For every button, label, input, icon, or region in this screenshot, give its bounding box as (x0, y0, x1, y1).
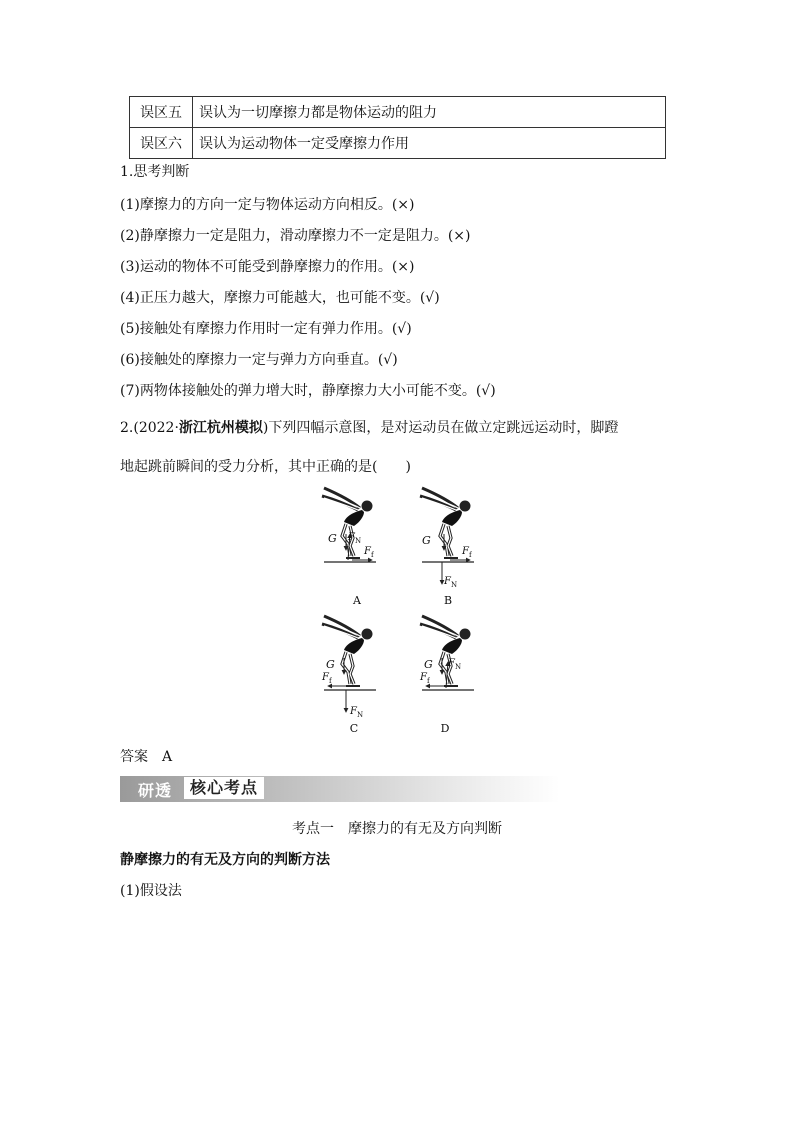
gravity-label: G (328, 532, 337, 545)
table-row (130, 97, 666, 128)
figure-label: B (443, 594, 453, 607)
banner-right-text: 核心考点 (184, 777, 264, 799)
normal-force-label: $F_N$ (444, 576, 458, 589)
misconception-text: 误认为运动物体一定受摩擦力作用 (193, 128, 666, 159)
friction-force-label: $F_f$ (364, 546, 374, 559)
force-diagram-d (418, 614, 478, 735)
misconception-table (129, 96, 666, 159)
judgment-item: (3)运动的物体不可能受到静摩擦力的作用。(×) (120, 259, 415, 275)
judgment-item: (2)静摩擦力一定是阻力，滑动摩擦力不一定是阻力。(×) (120, 228, 471, 244)
gravity-label: G (424, 658, 433, 671)
question-2-line-2: 地起跳前瞬间的受力分析，其中正确的是( ) (120, 459, 411, 475)
method-item: (1)假设法 (120, 883, 182, 899)
answer: 答案 A (120, 749, 173, 765)
figure-label: C (349, 722, 359, 735)
force-diagram-a (320, 486, 380, 607)
friction-force-label: $F_f$ (322, 672, 332, 685)
judgment-item: (4)正压力越大，摩擦力可能越大，也可能不变。(√) (120, 290, 440, 306)
normal-force-label: $F_N$ (348, 532, 362, 545)
judgment-item: (7)两物体接触处的弹力增大时，静摩擦力大小可能不变。(√) (120, 383, 496, 399)
normal-force-label: $F_N$ (350, 706, 364, 719)
method-title: 静摩擦力的有无及方向的判断方法 (120, 852, 330, 868)
misconception-key: 误区六 (130, 128, 193, 159)
misconception-key: 误区五 (130, 97, 193, 128)
friction-force-label: $F_f$ (420, 672, 430, 685)
judgment-item: (1)摩擦力的方向一定与物体运动方向相反。(×) (120, 197, 415, 213)
normal-force-label: $F_N$ (448, 658, 462, 671)
figure-label: A (353, 594, 361, 607)
figure-label: D (440, 722, 450, 735)
judgment-item: (5)接触处有摩擦力作用时一定有弹力作用。(√) (120, 321, 412, 337)
judgment-item: (6)接触处的摩擦力一定与弹力方向垂直。(√) (120, 352, 398, 368)
friction-force-label: $F_f$ (462, 546, 472, 559)
force-diagram-c (320, 614, 380, 735)
question-number: 2.(2022· (120, 420, 179, 436)
question-source: 浙江杭州模拟 (178, 420, 263, 436)
table-row (130, 128, 666, 159)
misconception-text: 误认为一切摩擦力都是物体运动的阻力 (193, 97, 666, 128)
topic-title: 考点一 摩擦力的有无及方向判断 (292, 821, 502, 837)
gravity-label: G (422, 534, 431, 547)
gravity-label: G (326, 658, 335, 671)
section-title: 1.思考判断 (120, 164, 190, 180)
force-diagram-b (418, 486, 478, 607)
question-text: )下列四幅示意图，是对运动员在做立定跳远运动时，脚蹬 (262, 420, 619, 436)
banner-left-text: 研透 (138, 781, 173, 800)
question-2-line-1 (120, 417, 618, 437)
section-banner (120, 776, 560, 802)
